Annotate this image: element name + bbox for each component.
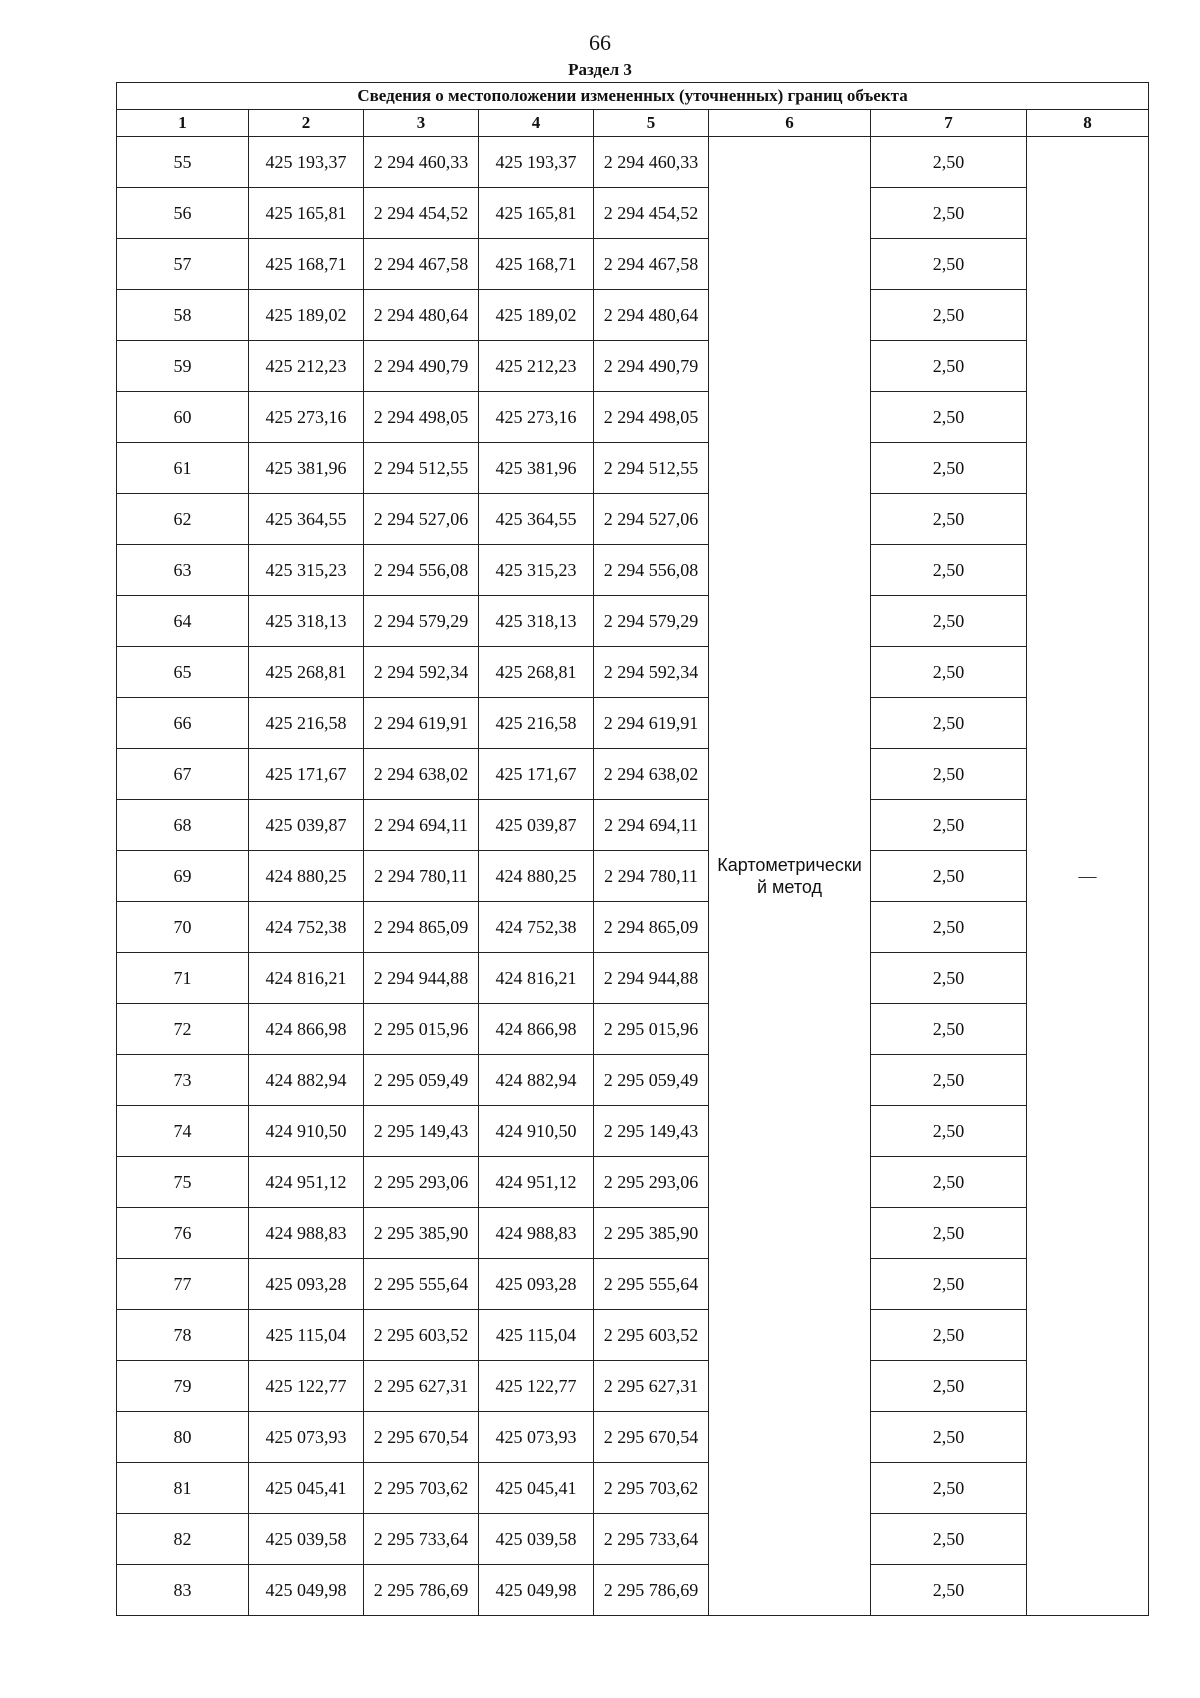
column8-cell: — [1027,137,1149,1616]
y-new-cell: 2 295 670,54 [594,1412,709,1463]
page-number: 66 [589,30,611,55]
accuracy-cell: 2,50 [871,1208,1027,1259]
table-row [117,1004,1149,1055]
x-old-cell: 425 073,93 [249,1412,364,1463]
x-old-cell: 425 193,37 [249,137,364,188]
y-new-cell: 2 294 638,02 [594,749,709,800]
x-old-cell: 424 882,94 [249,1055,364,1106]
accuracy-cell: 2,50 [871,1055,1027,1106]
y-old-cell: 2 294 512,55 [364,443,479,494]
accuracy-cell: 2,50 [871,188,1027,239]
x-old-cell: 425 212,23 [249,341,364,392]
x-old-cell: 425 039,87 [249,800,364,851]
y-old-cell: 2 295 059,49 [364,1055,479,1106]
x-new-cell: 424 910,50 [479,1106,594,1157]
point-number-cell: 80 [117,1412,249,1463]
table-row [117,1157,1149,1208]
y-old-cell: 2 295 733,64 [364,1514,479,1565]
x-old-cell: 424 866,98 [249,1004,364,1055]
x-old-cell: 425 122,77 [249,1361,364,1412]
point-number-cell: 83 [117,1565,249,1616]
y-new-cell: 2 295 786,69 [594,1565,709,1616]
y-old-cell: 2 294 467,58 [364,239,479,290]
x-new-cell: 425 168,71 [479,239,594,290]
accuracy-cell: 2,50 [871,800,1027,851]
table-row [117,749,1149,800]
column-number: 5 [594,110,709,137]
point-number-cell: 69 [117,851,249,902]
x-new-cell: 425 039,87 [479,800,594,851]
point-number-cell: 77 [117,1259,249,1310]
y-new-cell: 2 295 385,90 [594,1208,709,1259]
method-cell [709,137,871,1616]
point-number-cell: 79 [117,1361,249,1412]
x-new-cell: 425 193,37 [479,137,594,188]
x-new-cell: 425 315,23 [479,545,594,596]
x-new-cell: 424 866,98 [479,1004,594,1055]
y-new-cell: 2 294 490,79 [594,341,709,392]
column-number: 2 [249,110,364,137]
y-old-cell: 2 295 293,06 [364,1157,479,1208]
point-number-cell: 58 [117,290,249,341]
x-old-cell: 425 165,81 [249,188,364,239]
accuracy-cell: 2,50 [871,1004,1027,1055]
accuracy-cell: 2,50 [871,545,1027,596]
method-text-line2: й метод [756,877,822,897]
x-old-cell: 425 318,13 [249,596,364,647]
accuracy-cell: 2,50 [871,596,1027,647]
point-number-cell: 65 [117,647,249,698]
y-old-cell: 2 295 603,52 [364,1310,479,1361]
point-number-cell: 67 [117,749,249,800]
x-new-cell: 424 752,38 [479,902,594,953]
table-row [117,545,1149,596]
y-new-cell: 2 294 780,11 [594,851,709,902]
y-old-cell: 2 295 627,31 [364,1361,479,1412]
y-old-cell: 2 295 670,54 [364,1412,479,1463]
x-new-cell: 424 880,25 [479,851,594,902]
y-old-cell: 2 294 460,33 [364,137,479,188]
table-row [117,1412,1149,1463]
y-old-cell: 2 294 556,08 [364,545,479,596]
point-number-cell: 71 [117,953,249,1004]
accuracy-cell: 2,50 [871,1106,1027,1157]
accuracy-cell: 2,50 [871,902,1027,953]
y-new-cell: 2 295 293,06 [594,1157,709,1208]
x-new-cell: 425 189,02 [479,290,594,341]
point-number-cell: 57 [117,239,249,290]
point-number-cell: 60 [117,392,249,443]
y-old-cell: 2 294 780,11 [364,851,479,902]
accuracy-cell: 2,50 [871,443,1027,494]
accuracy-cell: 2,50 [871,1361,1027,1412]
y-new-cell: 2 294 454,52 [594,188,709,239]
y-old-cell: 2 294 638,02 [364,749,479,800]
y-old-cell: 2 294 498,05 [364,392,479,443]
y-new-cell: 2 295 733,64 [594,1514,709,1565]
x-old-cell: 425 093,28 [249,1259,364,1310]
y-new-cell: 2 294 480,64 [594,290,709,341]
table-row [117,494,1149,545]
x-old-cell: 425 049,98 [249,1565,364,1616]
accuracy-cell: 2,50 [871,1514,1027,1565]
x-new-cell: 425 268,81 [479,647,594,698]
point-number-cell: 56 [117,188,249,239]
accuracy-cell: 2,50 [871,1565,1027,1616]
x-old-cell: 425 364,55 [249,494,364,545]
x-old-cell: 425 381,96 [249,443,364,494]
x-new-cell: 425 364,55 [479,494,594,545]
point-number-cell: 75 [117,1157,249,1208]
accuracy-cell: 2,50 [871,851,1027,902]
x-new-cell: 425 049,98 [479,1565,594,1616]
point-number-cell: 55 [117,137,249,188]
y-new-cell: 2 295 603,52 [594,1310,709,1361]
accuracy-cell: 2,50 [871,1259,1027,1310]
y-new-cell: 2 294 467,58 [594,239,709,290]
point-number-cell: 73 [117,1055,249,1106]
table-row [117,1055,1149,1106]
x-new-cell: 425 216,58 [479,698,594,749]
y-old-cell: 2 294 480,64 [364,290,479,341]
point-number-cell: 70 [117,902,249,953]
accuracy-cell: 2,50 [871,953,1027,1004]
table-row [117,1565,1149,1616]
y-old-cell: 2 294 694,11 [364,800,479,851]
table-row [117,137,1149,188]
x-old-cell: 425 189,02 [249,290,364,341]
x-old-cell: 425 268,81 [249,647,364,698]
x-new-cell: 425 122,77 [479,1361,594,1412]
y-new-cell: 2 294 592,34 [594,647,709,698]
x-new-cell: 425 212,23 [479,341,594,392]
table-row [117,800,1149,851]
x-new-cell: 425 165,81 [479,188,594,239]
x-old-cell: 424 816,21 [249,953,364,1004]
table-row [117,239,1149,290]
y-old-cell: 2 294 944,88 [364,953,479,1004]
accuracy-cell: 2,50 [871,647,1027,698]
column-number: 7 [871,110,1027,137]
y-old-cell: 2 295 015,96 [364,1004,479,1055]
x-old-cell: 424 988,83 [249,1208,364,1259]
accuracy-cell: 2,50 [871,392,1027,443]
column-number: 4 [479,110,594,137]
y-new-cell: 2 294 498,05 [594,392,709,443]
y-old-cell: 2 294 579,29 [364,596,479,647]
accuracy-cell: 2,50 [871,239,1027,290]
y-new-cell: 2 294 556,08 [594,545,709,596]
point-number-cell: 82 [117,1514,249,1565]
y-new-cell: 2 294 512,55 [594,443,709,494]
y-new-cell: 2 295 627,31 [594,1361,709,1412]
y-old-cell: 2 295 385,90 [364,1208,479,1259]
y-old-cell: 2 294 454,52 [364,188,479,239]
x-old-cell: 424 752,38 [249,902,364,953]
point-number-cell: 61 [117,443,249,494]
x-old-cell: 424 910,50 [249,1106,364,1157]
column-number: 6 [709,110,871,137]
y-new-cell: 2 295 149,43 [594,1106,709,1157]
table-row [117,1106,1149,1157]
table-row [117,1514,1149,1565]
column-number: 1 [117,110,249,137]
y-old-cell: 2 294 619,91 [364,698,479,749]
table-row [117,1361,1149,1412]
accuracy-cell: 2,50 [871,1310,1027,1361]
table-row [117,443,1149,494]
point-number-cell: 72 [117,1004,249,1055]
y-new-cell: 2 295 059,49 [594,1055,709,1106]
y-new-cell: 2 294 865,09 [594,902,709,953]
y-old-cell: 2 294 490,79 [364,341,479,392]
x-old-cell: 425 171,67 [249,749,364,800]
table-row [117,647,1149,698]
table-body [117,137,1149,1616]
y-old-cell: 2 295 703,62 [364,1463,479,1514]
x-old-cell: 425 045,41 [249,1463,364,1514]
point-number-cell: 64 [117,596,249,647]
table-row [117,1259,1149,1310]
y-old-cell: 2 294 592,34 [364,647,479,698]
x-new-cell: 424 816,21 [479,953,594,1004]
y-new-cell: 2 294 944,88 [594,953,709,1004]
point-number-cell: 76 [117,1208,249,1259]
column-number-row [117,110,1149,137]
y-new-cell: 2 294 460,33 [594,137,709,188]
accuracy-cell: 2,50 [871,1157,1027,1208]
accuracy-cell: 2,50 [871,494,1027,545]
column-number: 3 [364,110,479,137]
table-row [117,698,1149,749]
y-new-cell: 2 294 694,11 [594,800,709,851]
y-old-cell: 2 295 786,69 [364,1565,479,1616]
table-row [117,851,1149,902]
accuracy-cell: 2,50 [871,698,1027,749]
point-number-cell: 74 [117,1106,249,1157]
x-old-cell: 424 951,12 [249,1157,364,1208]
x-new-cell: 424 882,94 [479,1055,594,1106]
x-new-cell: 425 381,96 [479,443,594,494]
y-old-cell: 2 294 865,09 [364,902,479,953]
table-row [117,596,1149,647]
table-row [117,290,1149,341]
accuracy-cell: 2,50 [871,1463,1027,1514]
y-new-cell: 2 295 555,64 [594,1259,709,1310]
section-title: Раздел 3 [568,60,632,79]
x-new-cell: 425 171,67 [479,749,594,800]
x-new-cell: 425 039,58 [479,1514,594,1565]
x-new-cell: 425 073,93 [479,1412,594,1463]
column-number: 8 [1027,110,1149,137]
point-number-cell: 68 [117,800,249,851]
point-number-cell: 78 [117,1310,249,1361]
x-new-cell: 425 318,13 [479,596,594,647]
x-old-cell: 425 168,71 [249,239,364,290]
x-old-cell: 425 115,04 [249,1310,364,1361]
y-old-cell: 2 294 527,06 [364,494,479,545]
method-text-line1: Картометрически [717,855,862,875]
x-new-cell: 424 988,83 [479,1208,594,1259]
x-old-cell: 425 216,58 [249,698,364,749]
point-number-cell: 59 [117,341,249,392]
table-caption-row [117,83,1149,110]
point-number-cell: 66 [117,698,249,749]
table-row [117,1310,1149,1361]
accuracy-cell: 2,50 [871,1412,1027,1463]
y-old-cell: 2 295 149,43 [364,1106,479,1157]
table-row [117,188,1149,239]
point-number-cell: 63 [117,545,249,596]
y-new-cell: 2 295 703,62 [594,1463,709,1514]
accuracy-cell: 2,50 [871,341,1027,392]
x-new-cell: 424 951,12 [479,1157,594,1208]
x-old-cell: 425 273,16 [249,392,364,443]
accuracy-cell: 2,50 [871,749,1027,800]
coordinates-table [116,82,1149,1616]
table-row [117,1208,1149,1259]
table-row [117,392,1149,443]
y-new-cell: 2 294 579,29 [594,596,709,647]
table-row [117,902,1149,953]
x-new-cell: 425 093,28 [479,1259,594,1310]
x-new-cell: 425 045,41 [479,1463,594,1514]
point-number-cell: 62 [117,494,249,545]
x-new-cell: 425 273,16 [479,392,594,443]
point-number-cell: 81 [117,1463,249,1514]
x-old-cell: 425 039,58 [249,1514,364,1565]
table-row [117,341,1149,392]
table-row [117,1463,1149,1514]
y-new-cell: 2 294 527,06 [594,494,709,545]
accuracy-cell: 2,50 [871,137,1027,188]
y-old-cell: 2 295 555,64 [364,1259,479,1310]
x-new-cell: 425 115,04 [479,1310,594,1361]
table-row [117,953,1149,1004]
table-caption: Сведения о местоположении измененных (уточненных) границ объекта [117,83,1149,110]
y-new-cell: 2 295 015,96 [594,1004,709,1055]
accuracy-cell: 2,50 [871,290,1027,341]
x-old-cell: 424 880,25 [249,851,364,902]
x-old-cell: 425 315,23 [249,545,364,596]
y-new-cell: 2 294 619,91 [594,698,709,749]
